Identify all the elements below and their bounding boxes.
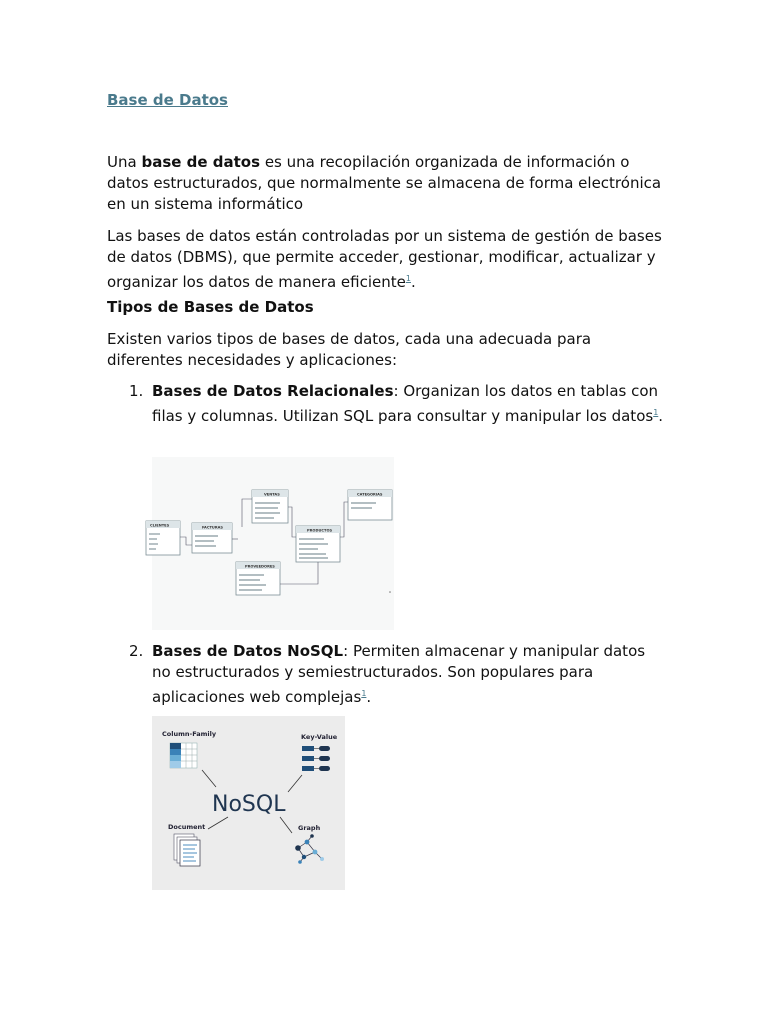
erd-diagram — [152, 457, 394, 630]
footnote-link[interactable]: 1 — [361, 689, 367, 698]
paragraph-types: Existen varios tipos de bases de datos, cada una adecuada para diferentes necesidades y aplicaciones: — [107, 330, 592, 369]
relational-diagram-image — [152, 457, 394, 630]
document-label: Document — [168, 823, 206, 831]
intro-text-end: es una recopilación organizada de información o datos estructurados, que normalmente se almacena de forma electrónica en un sistema informático — [107, 153, 662, 213]
list-number: 2. — [129, 642, 144, 660]
key-value-label: Key-Value — [301, 733, 338, 741]
column-family-label: Column-Family — [162, 730, 217, 738]
intro-text-start: Una — [107, 153, 142, 171]
nosql-diagram-image — [152, 716, 345, 890]
nosql-center-label: NoSQL — [212, 792, 286, 817]
section-heading: Tipos de Bases de Datos — [107, 298, 314, 316]
nosql-diagram — [152, 716, 345, 890]
paragraph-intro — [107, 152, 667, 215]
erd-label-productos: PRODUCTOS — [307, 528, 333, 533]
footnote-link[interactable]: 1 — [405, 274, 411, 283]
erd-label-proveedores: PROVEEDORES — [245, 564, 275, 569]
list-number: 1. — [129, 382, 144, 400]
graph-icon — [295, 834, 324, 864]
list-item-end: . — [366, 688, 372, 706]
intro-bold-term: base de datos — [141, 153, 261, 171]
erd-label-clientes: CLIENTES — [150, 523, 170, 528]
list-item-text — [152, 641, 667, 708]
list-item-body: : Organizan los datos en tablas con filas y columnas. Utilizan SQL para consultar y manipular los datos — [152, 382, 659, 425]
list-item-text — [152, 381, 667, 427]
page-title-link[interactable]: Base de Datos — [107, 91, 228, 109]
list-item-bold: Bases de Datos Relacionales — [152, 382, 394, 400]
erd-label-facturas: FACTURAS — [202, 525, 223, 530]
erd-label-categorias: CATEGORIAS — [357, 492, 383, 497]
document-icon — [174, 834, 200, 866]
list-item-end: . — [658, 407, 664, 425]
list-item-body: : Permiten almacenar y manipular datos no estructurados y semiestructurados. Son populares para aplicaciones web complejas — [152, 642, 646, 706]
column-family-icon — [170, 743, 197, 768]
erd-label-ventas: VENTAS — [264, 492, 280, 497]
paragraph-dbms — [107, 226, 667, 293]
graph-label: Graph — [298, 824, 321, 832]
footnote-link[interactable]: 1 — [653, 408, 659, 417]
list-item-bold: Bases de Datos NoSQL — [152, 642, 344, 660]
dbms-end: . — [410, 273, 416, 291]
key-value-icon — [302, 746, 330, 771]
dbms-text: Las bases de datos están controladas por un sistema de gestión de bases de datos (DBMS), que permite acceder, gestionar, modificar, actualizar y organizar los datos de manera eficiente — [107, 227, 662, 291]
